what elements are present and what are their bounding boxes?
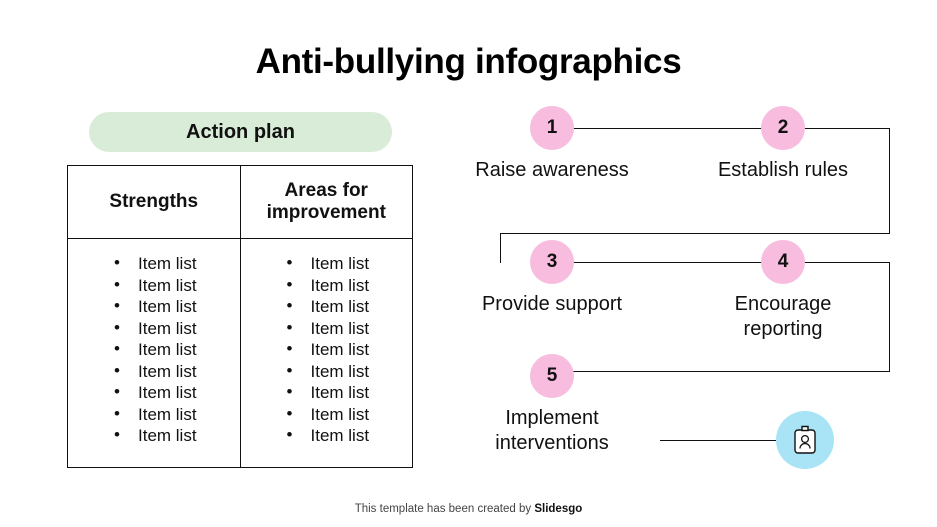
step-1-number: 1	[546, 117, 558, 138]
action-plan-label: Action plan	[186, 120, 295, 143]
step-3-circle	[530, 240, 574, 284]
list-item: • Item list	[114, 339, 240, 361]
action-plan-pill	[89, 112, 392, 152]
list-item: • Item list	[114, 318, 240, 340]
process-step-5	[462, 354, 642, 457]
step-5-number: 5	[546, 365, 558, 386]
list-item: • Item list	[114, 382, 240, 404]
step-5-label: Implement interventions	[495, 407, 609, 455]
footer-brand: Slidesgo	[534, 503, 583, 515]
list-item: • Item list	[114, 275, 240, 297]
id-badge-icon-circle	[776, 411, 834, 469]
list-item: • Item list	[287, 404, 413, 426]
footer-text: This template has been created by	[354, 503, 535, 515]
list-item: • Item list	[287, 318, 413, 340]
step-3-number: 3	[546, 251, 558, 272]
process-step-2	[693, 106, 873, 183]
table-column-areas-for-improvement	[241, 239, 413, 467]
list-item: • Item list	[114, 425, 240, 447]
id-badge-icon	[792, 425, 818, 455]
table-body	[68, 239, 412, 467]
step-4-label: Encourage reporting	[734, 293, 832, 341]
process-step-1	[462, 106, 642, 183]
step-2-number: 2	[777, 117, 789, 138]
list-item: • Item list	[114, 361, 240, 383]
list-item: • Item list	[287, 339, 413, 361]
list-item: • Item list	[114, 296, 240, 318]
areas-item-list	[241, 253, 413, 447]
process-step-4	[693, 240, 873, 343]
process-step-3	[462, 240, 642, 317]
step-5-circle	[530, 354, 574, 398]
list-item: • Item list	[287, 361, 413, 383]
list-item: • Item list	[287, 275, 413, 297]
list-item: • Item list	[287, 253, 413, 275]
list-item: • Item list	[114, 253, 240, 275]
table-header-strengths: Strengths	[68, 166, 241, 238]
process-diagram	[470, 100, 910, 490]
page-title: Anti-bullying infographics	[255, 42, 682, 81]
step-4-number: 4	[777, 251, 789, 272]
list-item: • Item list	[287, 425, 413, 447]
step-1-circle	[530, 106, 574, 150]
action-plan-table	[67, 165, 413, 468]
step-2-label: Establish rules	[717, 159, 849, 181]
step-2-circle	[761, 106, 805, 150]
step-4-circle	[761, 240, 805, 284]
table-column-strengths	[68, 239, 241, 467]
strengths-item-list	[68, 253, 240, 447]
list-item: • Item list	[114, 404, 240, 426]
step-1-label: Raise awareness	[475, 159, 629, 181]
connector-5-to-icon	[660, 440, 776, 441]
table-header-areas-for-improvement: Areas for improvement	[266, 179, 386, 223]
table-header-row	[68, 166, 412, 239]
list-item: • Item list	[287, 296, 413, 318]
step-3-label: Provide support	[481, 293, 623, 315]
list-item: • Item list	[287, 382, 413, 404]
footer-credit	[0, 503, 937, 515]
